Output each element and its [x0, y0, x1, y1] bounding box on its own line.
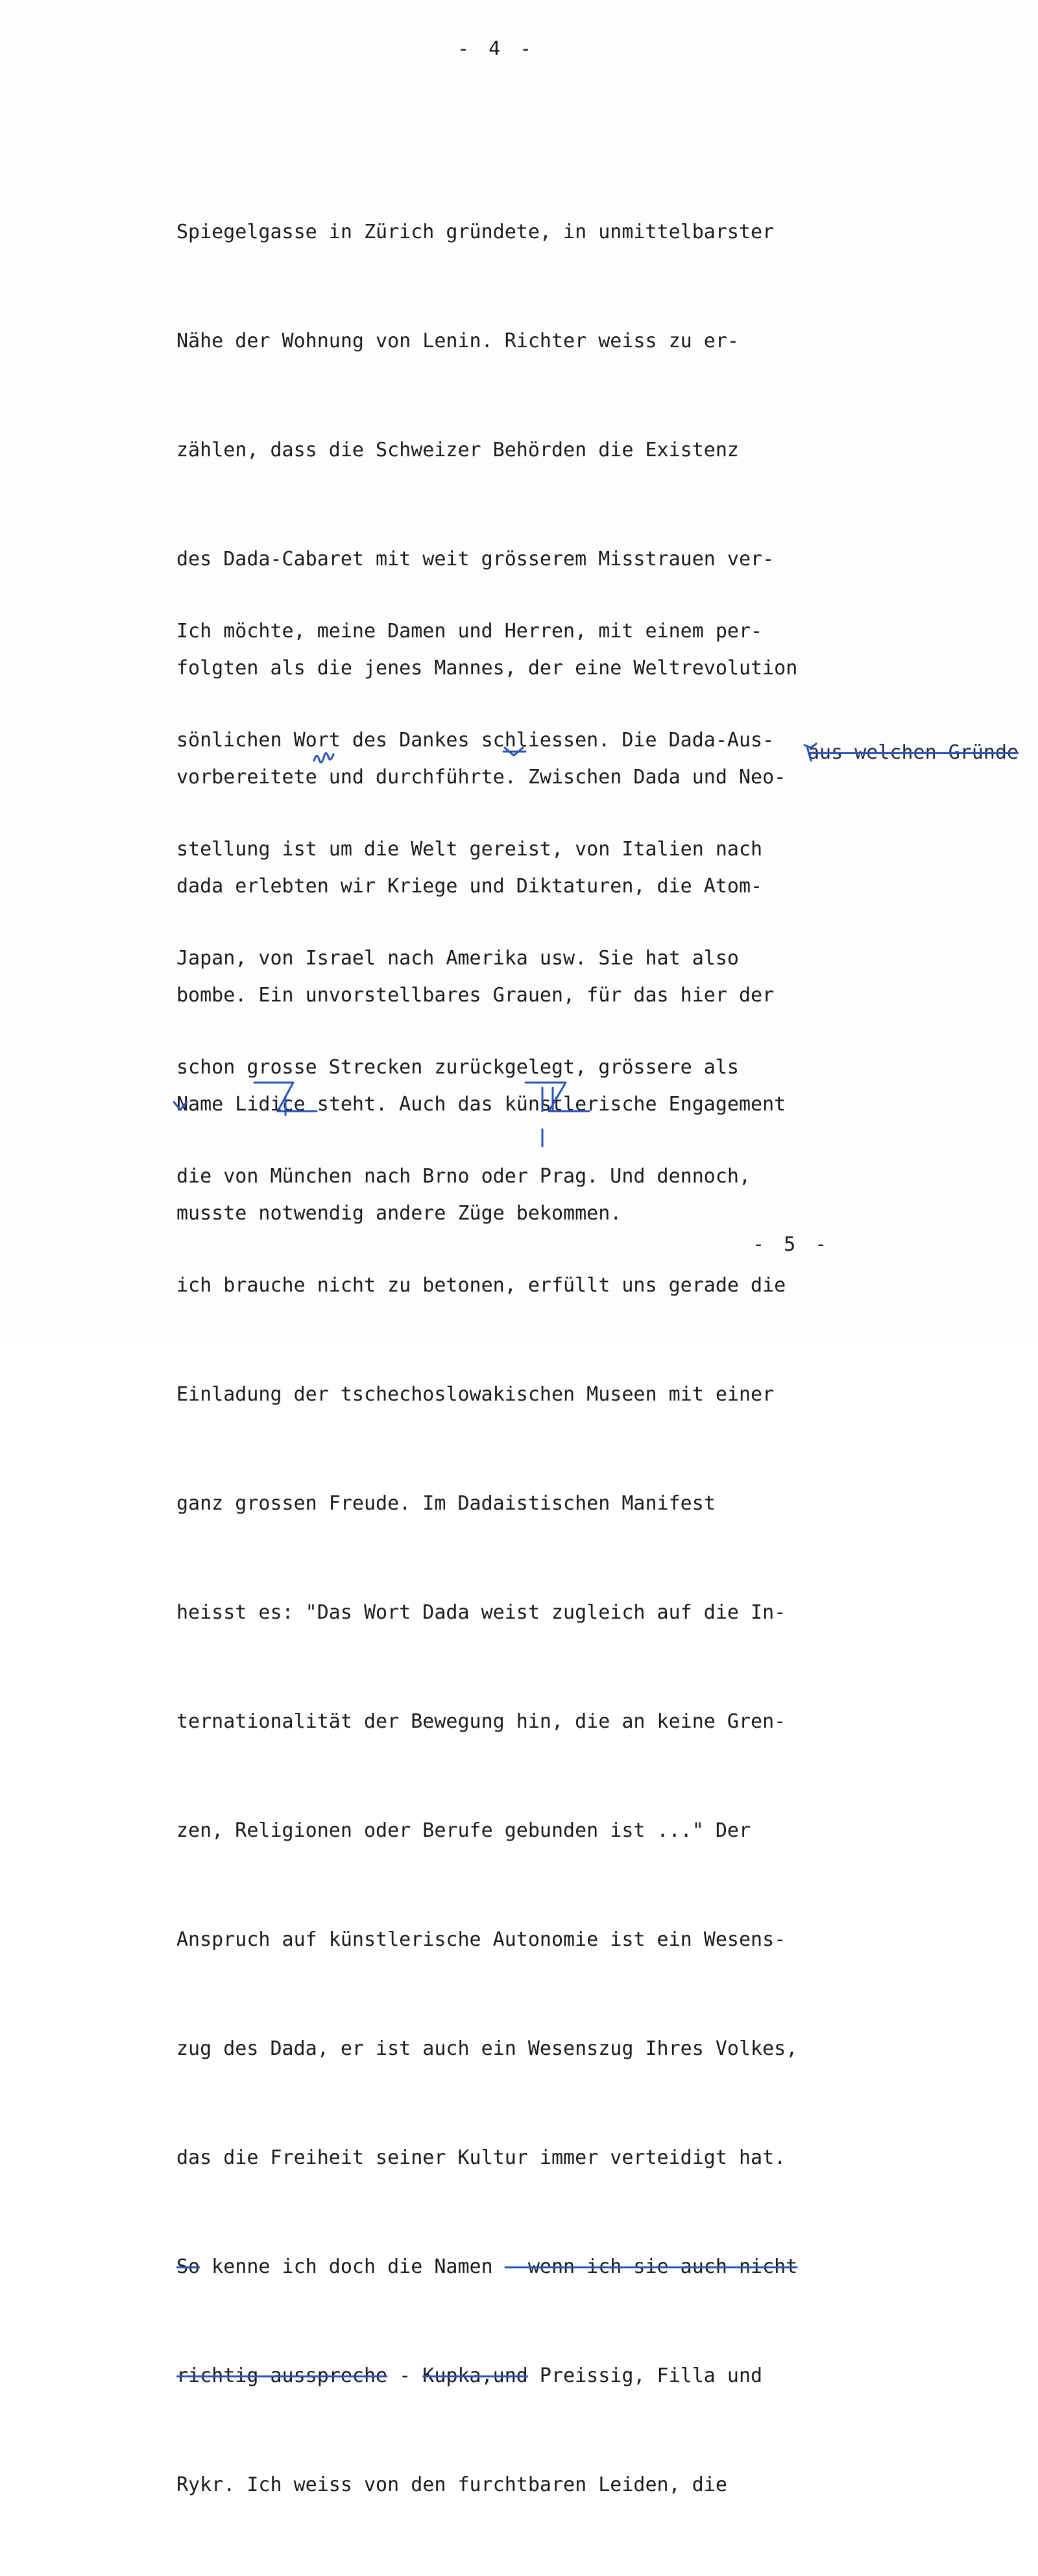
text-line: bombe. Ein unvorstellbares Grauen, für das hier der [176, 984, 775, 1007]
text-segment: kenne ich doch die Namen [200, 2255, 505, 2278]
text-line: Ich möchte, meine Damen und Herren, mit einem per- [176, 620, 763, 643]
text-line: heisst es: "Das Wort Dada weist zugleich auf die In- [176, 1601, 786, 1624]
text-line: des Dada-Cabaret mit weit grösserem Misstrauen ver- [176, 548, 775, 570]
text-line: Einladung der tschechoslowakischen Museen mit einer [176, 1383, 775, 1406]
text-line: dada erlebten wir Kriege und Diktaturen, die Atom- [176, 875, 763, 898]
margin-note-struck: aus welchen Gründe [808, 741, 1019, 764]
text-line: ich brauche nicht zu betonen, erfüllt uns gerade die [176, 1274, 786, 1297]
paragraph-2 [176, 541, 858, 2576]
text-line: Spiegelgasse in Zürich gründete, in unmittelbarster [176, 221, 775, 243]
text-line: ganz grossen Freude. Im Dadaistischen Manifest [176, 1492, 716, 1515]
struck-text: So [176, 2255, 200, 2278]
text-line: schon grosse Strecken zurückgelegt, grössere als [176, 1056, 739, 1079]
text-line: folgten als die jenes Mannes, der eine Weltrevolution [176, 657, 798, 680]
text-line: die von München nach Brno oder Prag. Und dennoch, [176, 1165, 751, 1188]
struck-text: Kupka,und [422, 2364, 528, 2387]
text-line: zug des Dada, er ist auch ein Wesenszug Ihres Volkes, [176, 2037, 798, 2060]
text-segment: Preissig, Filla und [527, 2364, 763, 2387]
text-line: Name Lidice steht. Auch das künstlerische Engagement [176, 1093, 786, 1116]
text-line: das die Freiheit seiner Kultur immer verteidigt hat. [176, 2146, 786, 2169]
text-line: vorbereitete und durchführte. Zwischen Dada und Neo- [176, 766, 786, 789]
text-segment: - [387, 2364, 423, 2387]
text-line: Nähe der Wohnung von Lenin. Richter weiss zu er- [176, 330, 739, 352]
text-line: zählen, dass die Schweizer Behörden die Existenz [176, 439, 739, 461]
text-line: Rykr. Ich weiss von den furchtbaren Leiden, die [176, 2473, 727, 2496]
struck-text: - wenn ich sie auch nicht [504, 2255, 798, 2278]
struck-text: richtig ausspreche [176, 2364, 388, 2387]
text-line: Japan, von Israel nach Amerika usw. Sie hat also [176, 947, 739, 970]
page-number-top: - 4 - [457, 38, 536, 60]
text-line: zen, Religionen oder Berufe gebunden ist ..." Der [176, 1819, 751, 1842]
text-line: sönlichen Wort des Dankes schliessen. Die Dada-Aus- [176, 729, 775, 752]
text-line: ternationalität der Bewegung hin, die an keine Gren- [176, 1710, 786, 1733]
page-number-bottom: - 5 - [753, 1233, 831, 1256]
edited-text-line [176, 2249, 858, 2285]
edited-text-line [176, 2358, 858, 2394]
text-line: musste notwendig andere Züge bekommen. [176, 1202, 622, 1225]
text-line: Anspruch auf künstlerische Autonomie ist ein Wesens- [176, 1928, 786, 1951]
text-line: stellung ist um die Welt gereist, von Italien nach [176, 838, 763, 861]
